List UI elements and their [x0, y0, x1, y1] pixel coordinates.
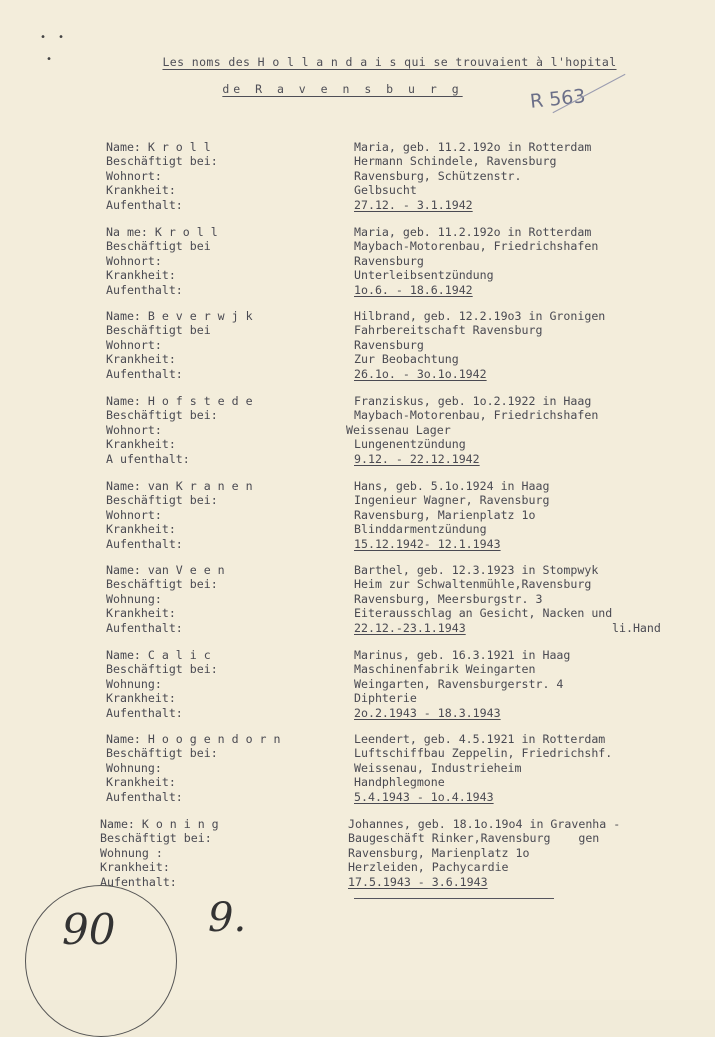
- field-label: Name: B e v e r w j k: [106, 309, 253, 323]
- field-value: Zur Beobachtung: [354, 352, 459, 367]
- field-label: Name: C a l i c: [106, 648, 211, 662]
- field-value: Ravensburg, Meersburgstr. 3: [354, 591, 543, 606]
- patient-entry: [106, 563, 706, 645]
- field-value: Heim zur Schwaltenmühle,Ravensburg: [354, 577, 592, 592]
- field-value: Gelbsucht: [354, 183, 417, 198]
- field-label: Krankheit:: [100, 860, 170, 875]
- field-value: Barthel, geb. 12.3.1923 in Stompwyk: [354, 563, 599, 577]
- stay-dates: 22.12.-23.1.1943: [354, 620, 466, 635]
- field-label: Aufenthalt:: [106, 282, 183, 297]
- field-value: Baugeschäft Rinker,Ravensburg gen: [348, 831, 600, 846]
- field-value: Hermann Schindele, Ravensburg: [354, 154, 557, 169]
- field-label: Krankheit:: [106, 775, 176, 790]
- field-label: Aufenthalt:: [106, 705, 183, 720]
- field-value: Ravensburg: [354, 253, 424, 268]
- field-value: Lungenentzündung: [354, 437, 466, 452]
- field-value: Diphterie: [354, 691, 417, 706]
- field-label: Beschäftigt bei: [106, 239, 211, 254]
- field-label: Wohnung:: [106, 760, 162, 775]
- stay-dates: 27.12. - 3.1.1942: [354, 197, 473, 212]
- field-label: Aufenthalt:: [100, 874, 177, 889]
- document-title: Les noms des H o l l a n d a i s qui se trouvaient à l'hopital: [162, 55, 617, 69]
- field-value: Leendert, geb. 4.5.1921 in Rotterdam: [354, 732, 606, 746]
- field-label: Beschäftigt bei:: [106, 746, 218, 761]
- field-value: Maschinenfabrik Weingarten: [354, 662, 536, 677]
- stay-dates: 5.4.1943 - 1o.4.1943: [354, 789, 494, 804]
- patient-entry: [106, 732, 706, 814]
- field-value: Maria, geb. 11.2.192o in Rotterdam: [354, 140, 592, 154]
- field-value: Weissenau, Industrieheim: [354, 760, 522, 775]
- field-label: Aufenthalt:: [106, 366, 183, 381]
- field-value: Johannes, geb. 18.1o.19o4 in Gravenha -: [348, 817, 621, 831]
- field-value: Weissenau Lager: [346, 422, 451, 437]
- archive-number: R 563: [529, 85, 587, 113]
- field-label: Name: H o f s t e d e: [106, 394, 253, 408]
- field-value: Maybach-Motorenbau, Friedrichshafen: [354, 408, 599, 423]
- field-label: Beschäftigt bei:: [106, 662, 218, 677]
- field-value: Ravensburg, Marienplatz 1o: [348, 845, 530, 860]
- field-label: Name: van V e e n: [106, 563, 225, 577]
- field-label: Aufenthalt:: [106, 197, 183, 212]
- field-label: Krankheit:: [106, 268, 176, 283]
- field-label: A ufenthalt:: [106, 451, 190, 466]
- field-label: Name: H o o g e n d o r n: [106, 732, 281, 746]
- field-label: Beschäftigt bei:: [100, 831, 212, 846]
- field-value: Maybach-Motorenbau, Friedrichshafen: [354, 239, 599, 254]
- field-value: Fahrbereitschaft Ravensburg: [354, 323, 543, 338]
- handwritten-page-number: 90: [62, 905, 116, 954]
- field-label: Wohnort:: [106, 337, 162, 352]
- field-value: Ravensburg, Marienplatz 1o: [354, 507, 536, 522]
- field-label: Beschäftigt bei:: [106, 577, 218, 592]
- patient-entry: [106, 479, 706, 561]
- field-value: Herzleiden, Pachycardie: [348, 860, 509, 875]
- stay-dates: 2o.2.1943 - 18.3.1943: [354, 705, 501, 720]
- patient-entry: [106, 225, 706, 307]
- margin-marks: • • •: [40, 32, 65, 65]
- field-label: Beschäftigt bei:: [106, 154, 218, 169]
- patient-entry: [106, 309, 706, 391]
- field-label: Na me: K r o l l: [106, 225, 218, 239]
- field-label: Krankheit:: [106, 606, 176, 621]
- field-label: Aufenthalt:: [106, 620, 183, 635]
- closing-rule: [354, 898, 554, 899]
- patient-entry: [106, 394, 706, 476]
- field-value: Ravensburg: [354, 337, 424, 352]
- field-value: Eiterausschlag an Gesicht, Nacken und: [354, 606, 613, 621]
- field-value: Franziskus, geb. 1o.2.1922 in Haag: [354, 394, 592, 408]
- field-label: Wohnung :: [100, 845, 163, 860]
- patient-entry: [100, 817, 700, 899]
- field-label: Wohnort:: [106, 422, 162, 437]
- field-label: Wohnort:: [106, 507, 162, 522]
- field-value: Maria, geb. 11.2.192o in Rotterdam: [354, 225, 592, 239]
- field-label: Wohnort:: [106, 168, 162, 183]
- field-label: Name: van K r a n e n: [106, 479, 253, 493]
- patient-entry: [106, 140, 706, 222]
- handwritten-number: 9.: [208, 895, 247, 941]
- field-label: Aufenthalt:: [106, 536, 183, 551]
- stay-dates: 1o.6. - 18.6.1942: [354, 282, 473, 297]
- field-label: Aufenthalt:: [106, 789, 183, 804]
- field-value: Blinddarmentzündung: [354, 522, 487, 537]
- field-label: Beschäftigt bei: [106, 323, 211, 338]
- stay-dates: 17.5.1943 - 3.6.1943: [348, 874, 488, 889]
- field-value: Hilbrand, geb. 12.2.19o3 in Gronigen: [354, 309, 606, 323]
- field-value: Ravensburg, Schützenstr.: [354, 168, 522, 183]
- stay-dates: 26.1o. - 3o.1o.1942: [354, 366, 487, 381]
- field-value-continuation: li.Hand: [612, 620, 661, 635]
- stay-dates: 9.12. - 22.12.1942: [354, 451, 480, 466]
- field-label: Wohnung:: [106, 676, 162, 691]
- field-value: Marinus, geb. 16.3.1921 in Haag: [354, 648, 571, 662]
- field-label: Krankheit:: [106, 352, 176, 367]
- document-subtitle: de R a v e n s b u r g: [222, 82, 463, 96]
- field-label: Beschäftigt bei:: [106, 493, 218, 508]
- field-value: Luftschiffbau Zeppelin, Friedrichshf.: [354, 746, 613, 761]
- field-value: Weingarten, Ravensburgerstr. 4: [354, 676, 564, 691]
- field-label: Wohnung:: [106, 591, 162, 606]
- field-label: Krankheit:: [106, 437, 176, 452]
- field-label: Krankheit:: [106, 183, 176, 198]
- field-label: Name: K o n i n g: [100, 817, 219, 831]
- field-label: Krankheit:: [106, 522, 176, 537]
- field-value: Ingenieur Wagner, Ravensburg: [354, 493, 550, 508]
- field-label: Krankheit:: [106, 691, 176, 706]
- field-value: Handphlegmone: [354, 775, 445, 790]
- field-value: Hans, geb. 5.1o.1924 in Haag: [354, 479, 550, 493]
- patient-entry: [106, 648, 706, 730]
- field-label: Wohnort:: [106, 253, 162, 268]
- field-value: Unterleibsentzündung: [354, 268, 494, 283]
- field-label: Beschäftigt bei:: [106, 408, 218, 423]
- field-label: Name: K r o l l: [106, 140, 211, 154]
- stay-dates: 15.12.1942- 12.1.1943: [354, 536, 501, 551]
